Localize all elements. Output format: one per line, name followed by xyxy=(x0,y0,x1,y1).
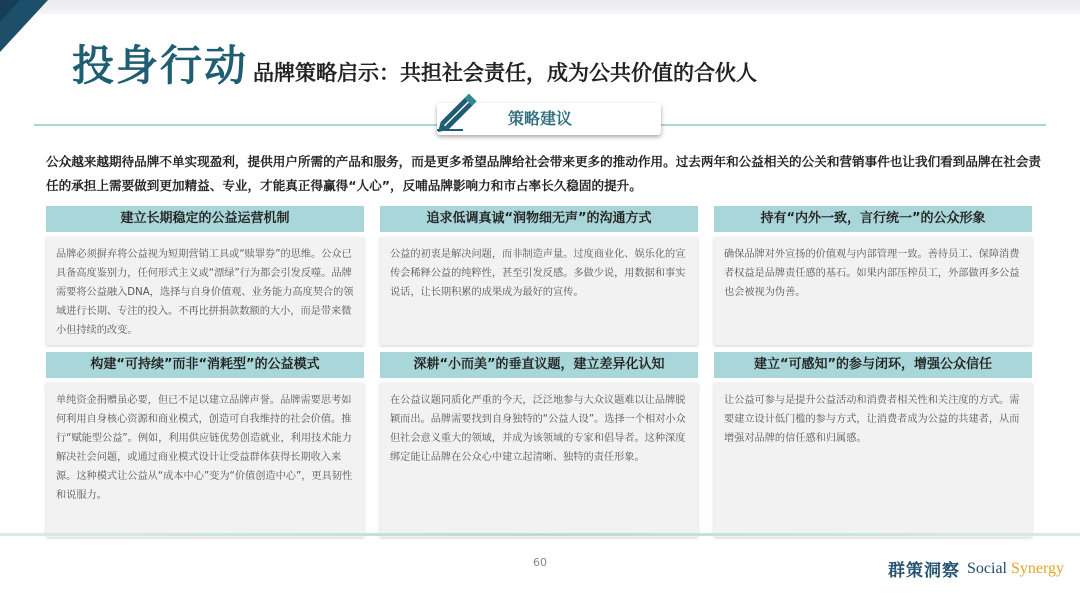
card-title: 追求低调真诚“润物细无声”的沟通方式 xyxy=(380,206,698,232)
card-title: 深耕“小而美”的垂直议题，建立差异化认知 xyxy=(380,352,698,378)
card-title: 构建“可持续”而非“消耗型”的公益模式 xyxy=(46,352,364,378)
card-body: 品牌必须摒弃将公益视为短期营销工具或“赎罪券”的思维。公众已具备高度鉴别力，任何形式主义或“漂绿”行为都会引发反噬。品牌需要将公益融入DNA，选择与自身价值观、业务能力高度契合的领域进行长期、专注的投入。不再比拼捐款数额的大小，而是带来微小但持续的改变。 xyxy=(46,237,364,345)
card-title: 建立“可感知”的参与闭环，增强公众信任 xyxy=(714,352,1032,378)
strategy-card xyxy=(714,352,1032,537)
page-subtitle: 品牌策略启示：共担社会责任，成为公共价值的合伙人 xyxy=(253,61,757,85)
top-bar xyxy=(0,0,1080,14)
page-number: 60 xyxy=(533,556,547,569)
strategy-card xyxy=(714,206,1032,345)
strategy-card xyxy=(46,206,364,345)
intro-paragraph: 公众越来越期待品牌不单实现盈利，提供用户所需的产品和服务，而是更多希望品牌给社会带来更多的推动作用。过去两年和公益相关的公关和营销事件也让我们看到品牌在社会责任的承担上需要做到更加精益、专业，才能真正得赢得“人心”，反哺品牌影响力和市占率长久稳固的提升。 xyxy=(46,154,1041,193)
corner-triangle-decoration xyxy=(0,0,48,52)
brand-word-synergy: Synergy xyxy=(1011,560,1065,577)
card-body: 单纯资金捐赠虽必要，但已不足以建立品牌声誉。品牌需要思考如何利用自身核心资源和商业模式，创造可自我维持的社会价值。推行“赋能型公益”。例如，利用供应链优势创造就业，利用技术能力解决社会问题，或通过商业模式设计让受益群体获得长期收入来源。这种模式让公益从“成本中心”变为“价值创造中心”，更具韧性和说服力。 xyxy=(46,383,364,537)
strategy-card xyxy=(380,206,698,345)
card-title: 建立长期稳定的公益运营机制 xyxy=(46,206,364,232)
brand-word-social: Social xyxy=(967,560,1007,577)
footer-divider xyxy=(0,533,1080,536)
card-body: 公益的初衷是解决问题，而非制造声量。过度商业化、娱乐化的宣传会稀释公益的纯粹性，甚至引发反感。多做少说，用数据和事实说话，让长期积累的成果成为最好的宣传。 xyxy=(380,237,698,345)
page-title: 投身行动 xyxy=(72,41,249,90)
card-body: 确保品牌对外宣扬的价值观与内部管理一致。善待员工、保障消费者权益是品牌责任感的基石。如果内部压榨员工，外部做再多公益也会被视为伪善。 xyxy=(714,237,1032,345)
section-tab-label: 策略建议 xyxy=(507,109,572,128)
card-body: 让公益可参与是提升公益活动和消费者相关性和关注度的方式。需要建立设计低门槛的参与方式，让消费者成为公益的共建者，从而增强对品牌的信任感和归属感。 xyxy=(714,383,1032,537)
card-body: 在公益议题同质化严重的今天，泛泛地参与大众议题难以让品牌脱颖而出。品牌需要找到自身独特的“公益人设”。选择一个相对小众但社会意义重大的领域，并成为该领域的专家和倡导者。这种深度绑定能让品牌在公众心中建立起清晰、独特的责任形象。 xyxy=(380,383,698,537)
card-title: 持有“内外一致，言行统一”的公众形象 xyxy=(714,206,1032,232)
strategy-card xyxy=(380,352,698,537)
strategy-card xyxy=(46,352,364,537)
brand-name-en xyxy=(967,560,1064,578)
brand-name-cn: 群策洞察 xyxy=(888,561,960,581)
